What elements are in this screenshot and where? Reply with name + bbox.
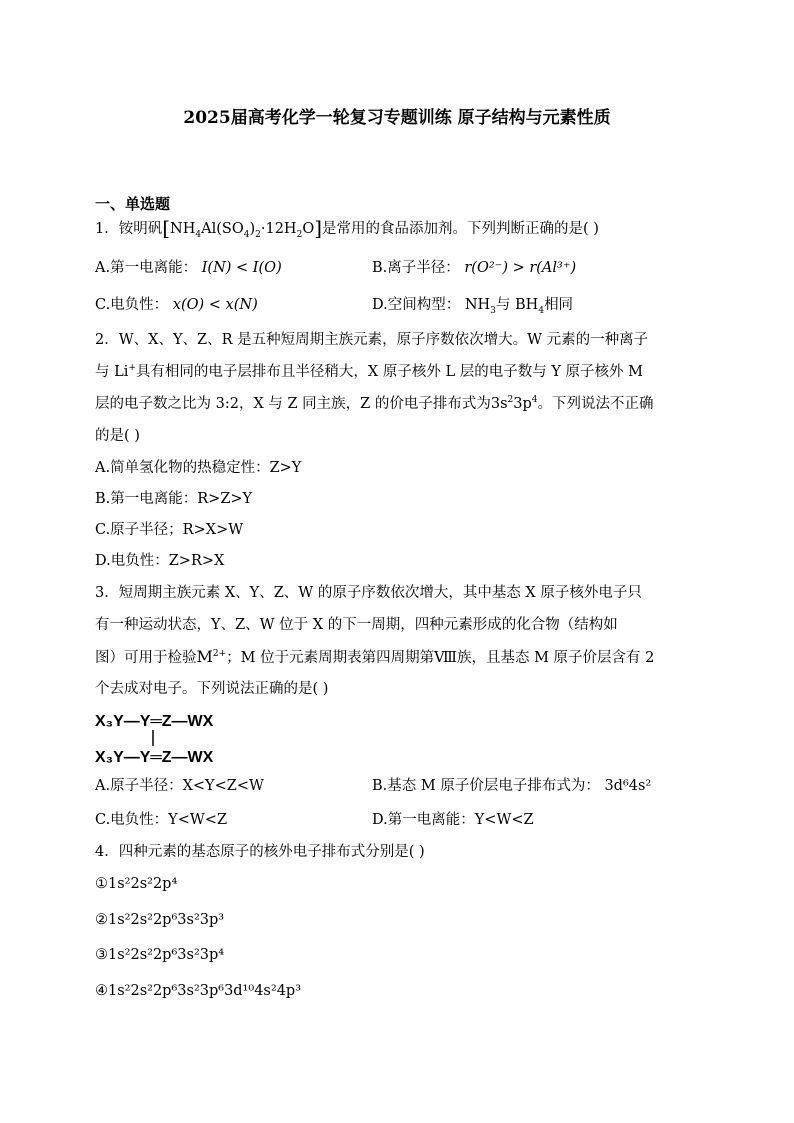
q4-item-3: ③1s²2s²2p⁶3s²3p⁴ [95,947,225,963]
q1-text-post: 是常用的食品添加剂。下列判断正确的是( ) [322,221,599,237]
q2-option-c: C.原子半径；R>X>W [95,522,244,538]
q1-number: 1． [95,221,119,237]
q3-line-1: 3．短周期主族元素 X、Y、Z、W 的原子序数依次增大，其中基态 X 原子核外电子只 [95,585,642,601]
q1-formula: $NH_4Al(SO_4)_2\cdot 12H_2O$ [170,221,315,240]
q4-item-2: ②1s²2s²2p⁶3s²3p³ [95,912,225,928]
structure-bottom-row: X₃Y—Y═Z—WX [95,749,214,766]
q1-option-b-expr: r(O²⁻) > r(Al³⁺) [464,260,577,276]
q3-option-c: C.电负性：Y<W<Z [95,812,228,828]
q3-option-a: A.原子半径：X<Y<Z<W [95,778,264,794]
q2-option-d: D.电负性：Z>R>X [95,553,225,569]
q2-line-3: 层的电子数之比为 3:2，X 与 Z 同主族，Z 的价电子排布式为$3s^23p^4$。下列说法不正确 [95,395,654,412]
structure-top-row: X₃Y—Y═Z—WX [95,713,214,730]
q4-line-1: 4．四种元素的基态原子的核外电子排布式分别是( ) [95,844,425,860]
q1-option-c-expr: x(O) < x(N) [172,297,258,313]
q4-item-4: ④1s²2s²2p⁶3s²3p⁶3d¹⁰4s²4p³ [95,983,302,999]
section-heading: 一、单选题 [95,195,171,213]
q1-option-a-expr: I(N) < I(O) [201,260,282,276]
q3-line-3: 图）可用于检验$M^{2+}$；M 位于元素周期表第四周期第Ⅷ族，且基态 M 原子价层含有 2 [95,647,655,666]
q2-line-1: 2．W、X、Y、Z、R 是五种短周期主族元素，原子序数依次增大。W 元素的一种离子 [95,332,649,348]
q2-option-b: B.第一电离能：R>Z>Y [95,491,253,507]
q1-stem [95,218,599,239]
q3-line-2: 有一种运动状态，Y、Z、W 位于 X 的下一周期，四种元素形成的化合物（结构如 [95,617,618,633]
q1-option-d: D.空间构型： $NH_3$与 $BH_4$相同 [372,297,574,316]
q3-option-d: D.第一电离能：Y<W<Z [372,812,534,828]
q2-line-2: 与 Li+具有相同的电子层排布且半径稍大，X 原子核外 L 层的电子数与 Y 原子核外 M [95,363,643,380]
q3-line-4: 个去成对电子。下列说法正确的是( ) [95,681,329,697]
q1-option-a: A.第一电离能： I(N) < I(O) [95,260,282,276]
q1-option-b: B.离子半径： r(O²⁻) > r(Al³⁺) [372,260,577,276]
q4-item-1: ①1s²2s²2p⁴ [95,876,178,892]
bracket-open: [ [162,216,171,240]
q2-option-a: A.简单氢化物的热稳定性：Z>Y [95,460,302,476]
structure-diagram [95,708,265,768]
q1-text: 铵明矾 [118,221,163,237]
q1-option-c: C.电负性： x(O) < x(N) [95,297,258,313]
q2-line-4: 的是( ) [95,428,140,444]
bracket-close: ] [314,216,323,240]
document-title: 2025届高考化学一轮复习专题训练 原子结构与元素性质 [183,108,611,128]
q3-option-b: B.基态 M 原子价层电子排布式为： 3d⁶4s² [372,778,652,794]
